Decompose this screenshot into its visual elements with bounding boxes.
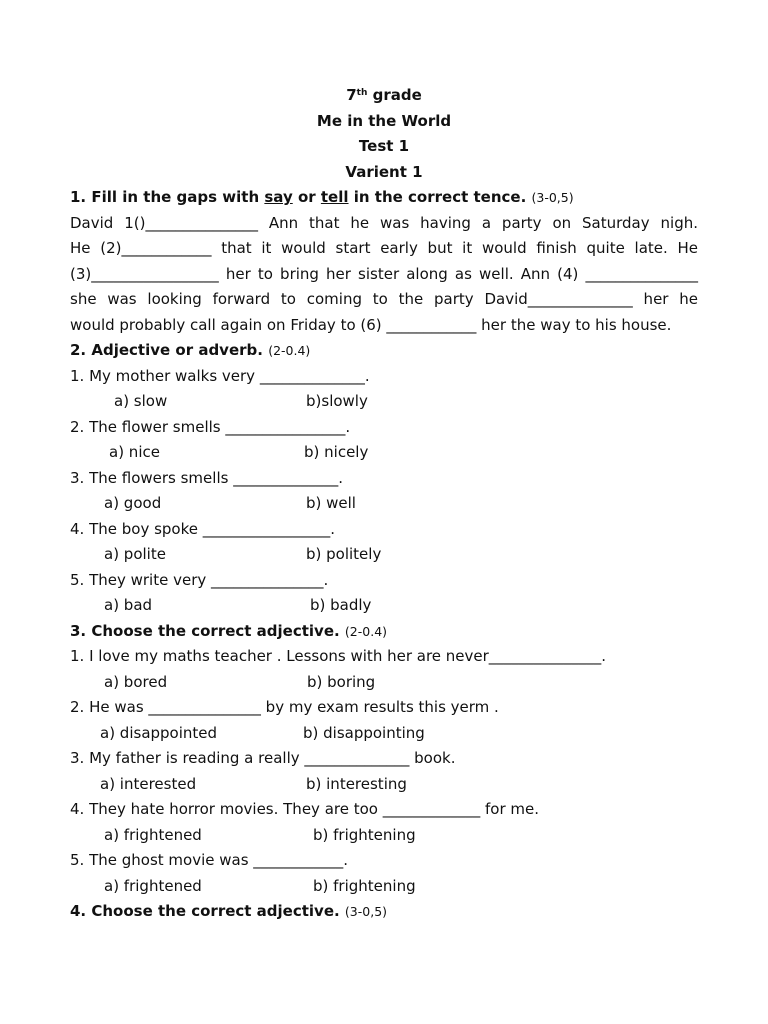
option-a: a) frightened xyxy=(104,825,202,844)
choose-adj-question-2: 2. He was _______________ by my exam results this yerm . xyxy=(70,698,499,716)
option-b: b) badly xyxy=(310,596,372,614)
option-b: b) nicely xyxy=(304,443,369,461)
grade-heading: 7th grade xyxy=(346,86,422,104)
adj-adv-options-3 xyxy=(70,491,698,517)
option-b: b) politely xyxy=(306,545,382,563)
option-b: b) interesting xyxy=(306,774,407,793)
adj-adv-question-2: 2. The flower smells ________________. xyxy=(70,417,351,436)
passage-line-5: would probably call again on Friday to (6) ____________ her the way to his house. xyxy=(70,315,672,334)
option-b: b)slowly xyxy=(306,392,368,410)
choose-adj-question-5: 5. The ghost movie was ____________. xyxy=(70,851,349,869)
option-a: a) interested xyxy=(100,774,197,793)
option-a: a) good xyxy=(104,494,162,512)
adj-adv-options-5 xyxy=(70,593,698,619)
adj-adv-question-5: 5. They write very _______________. xyxy=(70,570,329,589)
option-a: a) bored xyxy=(104,672,168,691)
choose-adj-options-4 xyxy=(70,823,698,849)
option-b: b) frightening xyxy=(313,876,416,895)
passage-line-3: (3)_________________ her to bring her sister along as well. Ann (4) _______________ xyxy=(70,264,698,283)
option-a: a) bad xyxy=(104,596,153,614)
option-a: a) nice xyxy=(109,443,160,461)
option-b: b) boring xyxy=(307,672,376,691)
option-b: b) frightening xyxy=(313,825,416,844)
adj-adv-options-1 xyxy=(70,389,698,415)
section-2-items xyxy=(70,364,698,619)
choose-adj-question-3: 3. My father is reading a really ______________ book. xyxy=(70,749,456,767)
option-a: a) disappointed xyxy=(100,723,218,742)
passage-line-1: David 1()_______________ Ann that he was having a party on Saturday nigh. xyxy=(70,213,698,232)
section-3-heading: 3. Choose the correct adjective. (2-0.4) xyxy=(70,621,388,640)
section-1-heading: 1. Fill in the gaps with say or tell in the correct tence. (3-0,5) xyxy=(70,188,574,206)
adj-adv-question-1: 1. My mother walks very ______________. xyxy=(70,366,370,385)
option-a: a) polite xyxy=(104,545,166,563)
variant-label: Varient 1 xyxy=(345,162,423,181)
adj-adv-question-4: 4. The boy spoke _________________. xyxy=(70,519,336,538)
worksheet-page xyxy=(70,83,698,925)
option-b: b) disappointing xyxy=(303,723,425,742)
test-label: Test 1 xyxy=(358,137,410,155)
worksheet-title: Me in the World xyxy=(316,111,452,130)
passage-line-2: He (2)____________ that it would start early but it would finish quite late. He xyxy=(70,239,698,257)
passage-line-4: she was looking forward to coming to the party David______________ her he xyxy=(70,290,698,308)
choose-adj-options-1 xyxy=(70,670,698,696)
section-3-items xyxy=(70,644,698,899)
choose-adj-options-3 xyxy=(70,772,698,798)
option-b: b) well xyxy=(306,494,356,512)
adj-adv-question-3: 3. The flowers smells ______________. xyxy=(70,468,343,487)
choose-adj-question-1: 1. I love my maths teacher . Lessons with her are never_______________. xyxy=(70,647,607,665)
choose-adj-options-2 xyxy=(70,721,698,747)
adj-adv-options-4 xyxy=(70,542,698,568)
option-a: a) slow xyxy=(114,392,168,410)
section-2-heading: 2. Adjective or adverb. (2-0.4) xyxy=(70,341,311,359)
adj-adv-options-2 xyxy=(70,440,698,466)
choose-adj-options-5 xyxy=(70,874,698,900)
option-a: a) frightened xyxy=(104,876,202,895)
choose-adj-question-4: 4. They hate horror movies. They are too _____________ for me. xyxy=(70,800,539,818)
section-4-heading: 4. Choose the correct adjective. (3-0,5) xyxy=(70,902,388,920)
